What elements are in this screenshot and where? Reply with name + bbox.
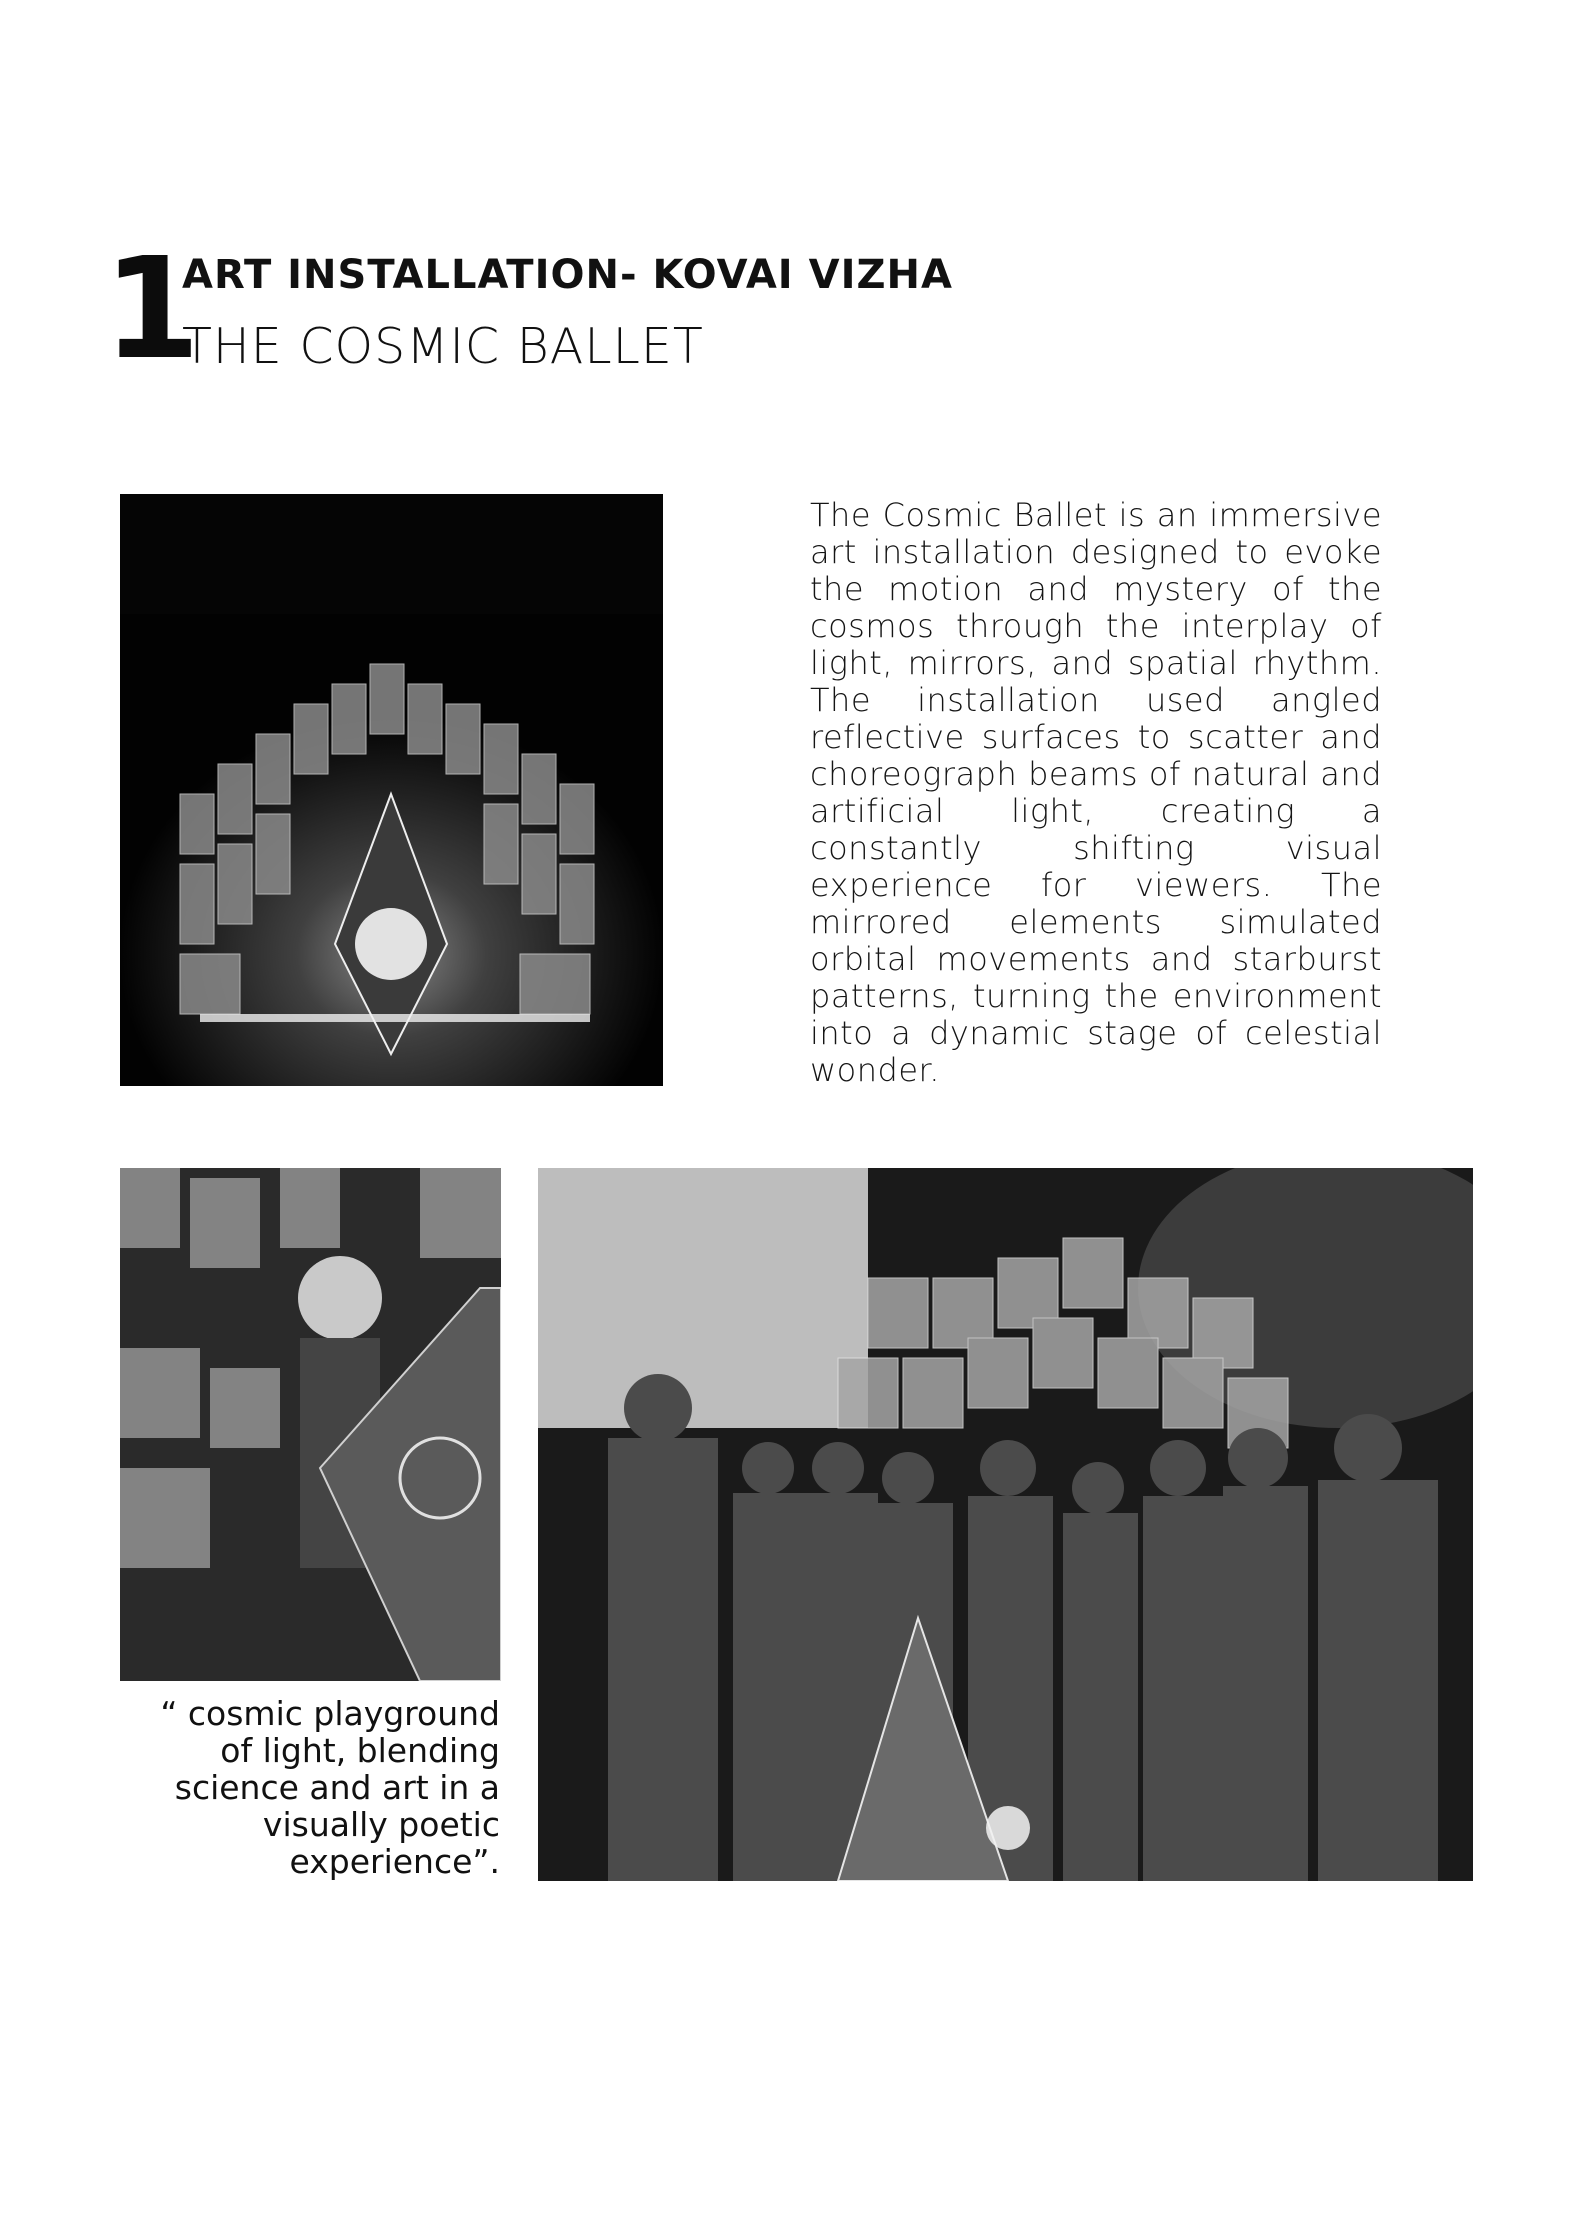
section-number: 1 <box>103 228 201 391</box>
installation-description: The Cosmic Ballet is an immersive art installation designed to evoke the motion and mystery of the cosmos through the interplay of light, mirrors, and spatial rhythm. The installation used angled reflective surfaces to scatter and choreograph beams of natural and artificial light, creating a constantly shifting visual experience for viewers. The mirrored elements simulated orbital movements and starburst patterns, turning the environment into a dynamic stage of celestial wonder. <box>810 496 1382 1089</box>
pull-quote: “ cosmic playground of light, blending science and art in a visually poetic experience”. <box>160 1694 500 1881</box>
installation-night-photo <box>120 494 663 1086</box>
group-photo <box>538 1168 1473 1881</box>
section-subtitle: THE COSMIC BALLET <box>182 318 704 375</box>
child-with-lantern-photo <box>120 1168 501 1681</box>
section-title: ART INSTALLATION- KOVAI VIZHA <box>182 252 953 298</box>
